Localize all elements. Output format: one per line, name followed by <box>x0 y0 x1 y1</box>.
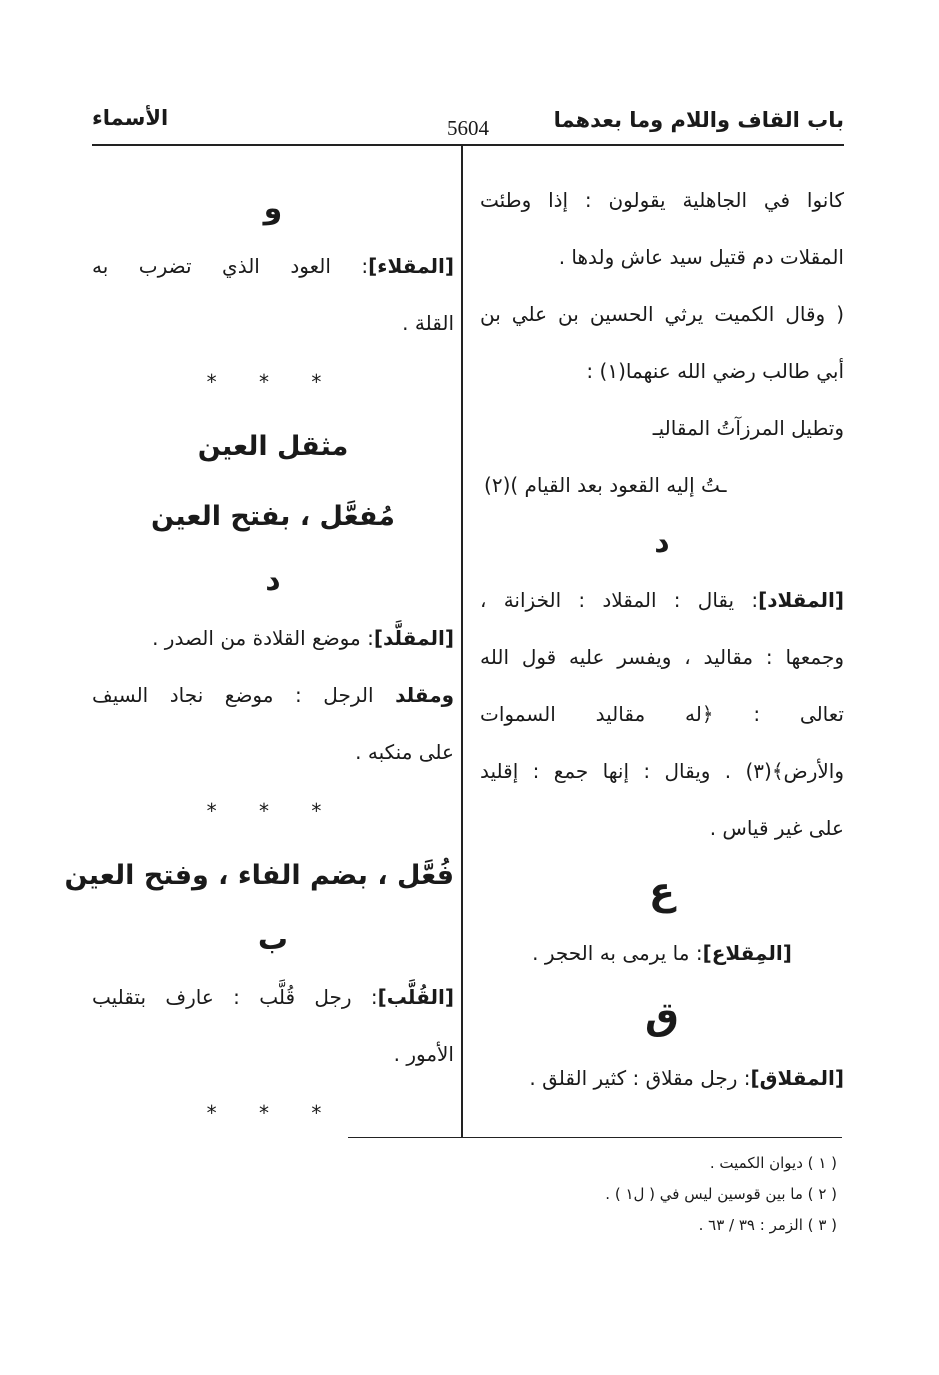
entry-line <box>92 969 454 1026</box>
verse-line: وتطيل المرزآتُ المقاليـ <box>652 416 844 440</box>
entry-text: : العود الذي تضرب به <box>92 254 369 278</box>
text-line: وجمعها : مقاليد ، ويفسر عليه قول الله <box>480 645 844 669</box>
verse-line: ـتُ إليه القعود بعد القيام )(٢) <box>484 473 727 497</box>
entry-text: : يقال : المقلاد : الخزانة ، <box>480 588 759 612</box>
entry-text: : ما يرمى به الحجر . <box>532 941 703 965</box>
entry-line <box>480 1050 844 1107</box>
section-title: الأسماء <box>92 106 169 130</box>
text-line: على غير قياس . <box>709 816 844 840</box>
text-line: القلة . <box>402 311 454 335</box>
entry-line <box>480 572 844 629</box>
separator-stars: * * * <box>206 370 340 394</box>
text-line: المقلات دم قتيل سيد عاش ولدها . <box>558 245 844 269</box>
header-rule <box>92 144 844 146</box>
entry-line <box>92 610 454 667</box>
entry-term: ومقلد <box>395 683 455 707</box>
letter-heading: و <box>263 191 283 226</box>
entry-text: الرجل : موضع نجاد السيف <box>92 683 374 707</box>
right-column <box>480 172 844 1107</box>
text-line: على منكبه . <box>355 740 454 764</box>
entry-term: [المقلاء] <box>368 254 454 278</box>
entry-term: [المقلاق] <box>750 1066 844 1090</box>
chapter-title: باب القاف واللام وما بعدهما <box>553 108 844 132</box>
entry-text: : رجل قُلَّب : عارف بتقليب <box>92 985 378 1009</box>
section-heading: مثقل العين <box>197 431 349 462</box>
entry-term: [القُلَّب] <box>377 985 454 1009</box>
section-heading: مُفعَّل ، بفتح العين <box>151 501 395 532</box>
separator-stars: * * * <box>206 1101 340 1125</box>
text-line: أبي طالب رضي الله عنهما(١) : <box>586 359 844 383</box>
text-line: والأرض﴾(٣) . ويقال : إنها جمع : إقليد <box>480 759 844 783</box>
letter-heading: ع <box>649 869 675 913</box>
entry-term: [المقلاد] <box>758 588 844 612</box>
footnotes <box>337 1148 837 1241</box>
footnote-rule <box>348 1137 842 1138</box>
text-line: كانوا في الجاهلية يقولون : إذا وطئت <box>480 188 844 212</box>
letter-heading: د <box>265 563 281 598</box>
left-column <box>64 180 455 1143</box>
entry-line <box>92 667 454 724</box>
entry-line <box>92 238 454 295</box>
page-number: 5604 <box>447 116 489 140</box>
footnote: ( ١ ) ديوان الكميت . <box>709 1154 837 1172</box>
separator-stars: * * * <box>206 799 340 823</box>
running-header <box>92 100 844 146</box>
text-line: الأمور . <box>393 1042 454 1066</box>
entry-line <box>480 925 844 982</box>
text-line: ( وقال الكميت يرثي الحسين بن علي بن <box>480 302 844 326</box>
entry-term: [المقلَّد] <box>373 626 454 650</box>
text-line: تعالى : ﴿له مقاليد السموات <box>480 702 844 726</box>
column-divider <box>461 146 463 1138</box>
letter-heading: ب <box>257 922 289 957</box>
letter-heading: د <box>654 525 670 560</box>
footnote: ( ٣ ) الزمر : ٣٩ / ٦٣ . <box>698 1216 837 1234</box>
entry-text: : رجل مقلاق : كثير القلق . <box>529 1066 751 1090</box>
section-heading: فُعَّل ، بضم الفاء ، وفتح العين <box>64 860 454 891</box>
footnote: ( ٢ ) ما بين قوسين ليس في ( ل١ ) . <box>605 1185 837 1203</box>
entry-text: : موضع القلادة من الصدر . <box>152 626 374 650</box>
entry-term: [المِقلاع] <box>702 941 792 965</box>
letter-heading: ق <box>645 994 679 1038</box>
